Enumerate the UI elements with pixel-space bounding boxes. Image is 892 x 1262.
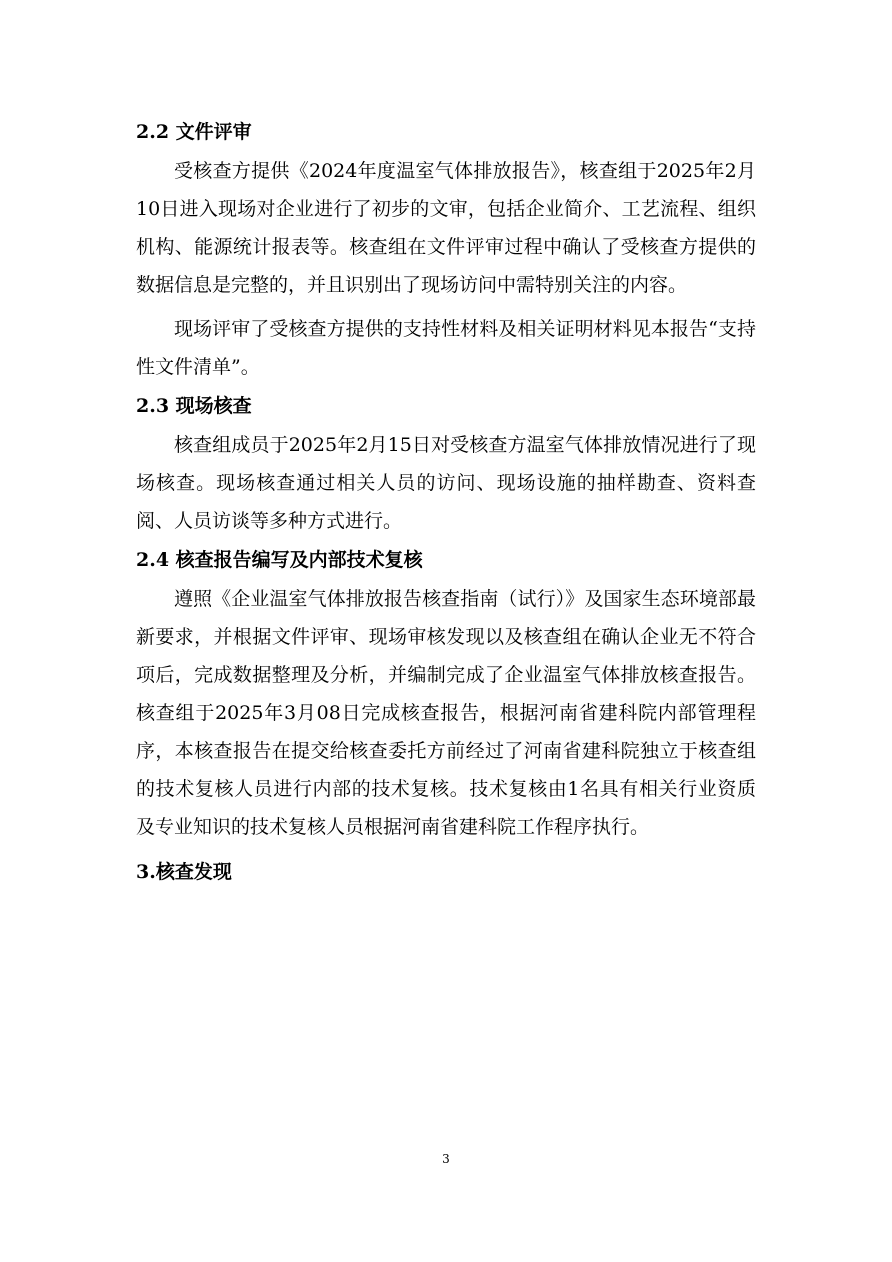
paragraph-supporting-materials: 现场评审了受核查方提供的支持性材料及相关证明材料见本报告“支持性文件清单”。	[136, 318, 756, 378]
section-heading-2-3: 2.3 现场核查	[136, 395, 252, 417]
document-body	[136, 112, 756, 892]
section-heading-2-2: 2.2 文件评审	[136, 121, 252, 143]
paragraph-report-review: 遵照《企业温室气体排放报告核查指南（试行）》及国家生态环境部最新要求，并根据文件评审、现场审核发现以及核查组在确认企业无不符合项后，完成数据整理及分析，并编制完成了企业温室气体排放核查报告。核查组于2025年3月08日完成核查报告，根据河南省建科院内部管理程序，本核查报告在提交给核查委托方前经过了河南省建科院独立于核查组的技术复核人员进行内部的技术复核。技术复核由1名具有相关行业资质及专业知识的技术复核人员根据河南省建科院工作程序执行。	[136, 588, 756, 838]
section-heading-3: 3.核查发现	[136, 861, 232, 883]
section-heading-2-4: 2.4 核查报告编写及内部技术复核	[136, 549, 423, 571]
paragraph-document-review: 受核查方提供《2024年度温室气体排放报告》，核查组于2025年2月10日进入现场对企业进行了初步的文审，包括企业简介、工艺流程、组织机构、能源统计报表等。核查组在文件评审过程中确认了受核查方提供的数据信息是完整的，并且识别出了现场访问中需特别关注的内容。	[136, 160, 756, 296]
page-number: 3	[442, 1152, 450, 1166]
paragraph-onsite-verification: 核查组成员于2025年2月15日对受核查方温室气体排放情况进行了现场核查。现场核查通过相关人员的访问、现场设施的抽样勘查、资料查阅、人员访谈等多种方式进行。	[136, 434, 756, 532]
